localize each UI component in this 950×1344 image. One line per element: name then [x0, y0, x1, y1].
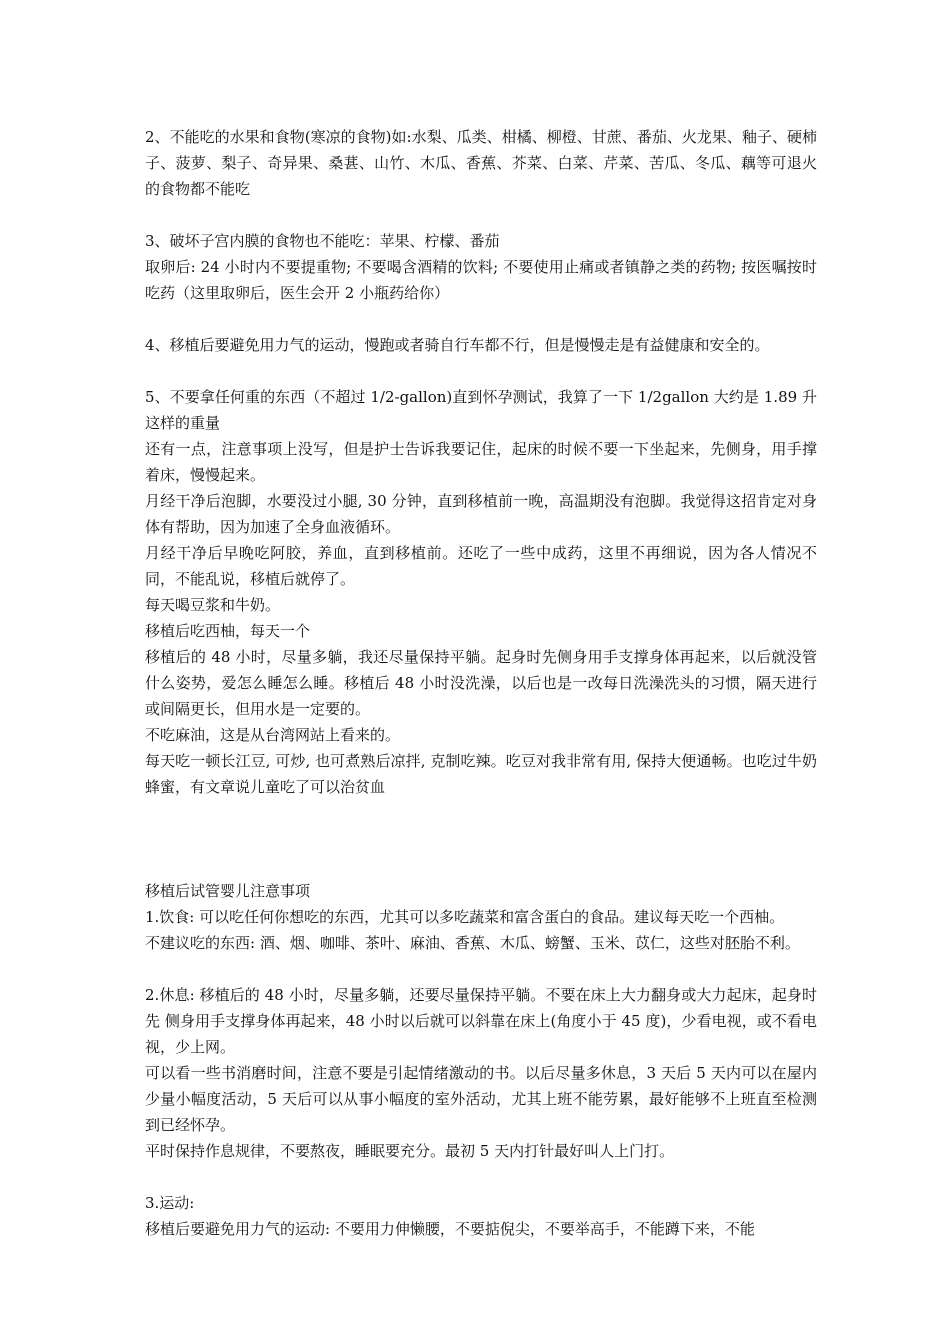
rest-activity-paragraph: 可以看一些书消磨时间，注意不要是引起情绪激动的书。以后尽量多休息，3 天后 5 天内可以在屋内少量小幅度活动，5 天后可以从事小幅度的室外活动，尤其上班不能劳累，最好能够不上班直至检测到已经怀孕。 [145, 1064, 817, 1134]
spacer [145, 800, 817, 878]
rest-paragraph: 2.休息: 移植后的 48 小时，尽量多躺，还要尽量保持平躺。不要在床上大力翻身或大力起床，起身时先 侧身用手支撑身体再起来，48 小时以后就可以斜靠在床上(角度小于 45 度)，少看电视，或不看电视，少上网。 [145, 986, 817, 1056]
spacer [145, 358, 817, 384]
note-soy-milk: 每天喝豆浆和牛奶。 [145, 596, 281, 614]
note-foot-soak: 月经干净后泡脚，水要没过小腿, 30 分钟，直到移植前一晚，高温期没有泡脚。我觉得这招肯定对身体有帮助，因为加速了全身血液循环。 [145, 492, 817, 536]
spacer [145, 956, 817, 982]
item-5-heavy-objects: 5、不要拿任何重的东西（不超过 1/2-gallon)直到怀孕测试，我算了一下 1/2gallon 大约是 1.89 升这样的重量 [145, 388, 817, 432]
exercise-title: 3.运动: [145, 1194, 195, 1212]
note-getting-up: 还有一点，注意事项上没写，但是护士告诉我要记住，起床的时候不要一下坐起来，先侧身，用手撑着床，慢慢起来。 [145, 440, 817, 484]
item-2-cold-foods: 2、不能吃的水果和食物(寒凉的食物)如:水梨、瓜类、柑橘、柳橙、甘蔗、番茄、火龙果、釉子、硬柿子、菠萝、梨子、奇异果、桑葚、山竹、木瓜、香蕉、芥菜、白菜、芹菜、苦瓜、冬瓜、藕等可退火的食物都不能吃 [145, 128, 817, 198]
spacer [145, 202, 817, 228]
note-sesame-oil: 不吃麻油，这是从台湾网站上看来的。 [145, 726, 401, 744]
after-retrieval-note: 取卵后: 24 小时内不要提重物; 不要喝含酒精的饮料; 不要使用止痛或者镇静之类的药物; 按医嘱按时吃药（这里取卵后，医生会开 2 小瓶药给你） [145, 258, 817, 302]
note-48-hours: 移植后的 48 小时，尽量多躺，我还尽量保持平躺。起身时先侧身用手支撑身体再起来，以后就没管什么姿势，爱怎么睡怎么睡。移植后 48 小时没洗澡，以后也是一改每日洗澡洗头的习惯，隔天进行或间隔更长，但用水是一定要的。 [145, 648, 817, 718]
rest-routine-paragraph: 平时保持作息规律，不要熬夜，睡眠要充分。最初 5 天内打针最好叫人上门打。 [145, 1142, 675, 1160]
diet-paragraph: 1.饮食: 可以吃任何你想吃的东西，尤其可以多吃蔬菜和富含蛋白的食品。建议每天吃一个西柚。 [145, 908, 785, 926]
spacer [145, 1164, 817, 1190]
document-page [145, 124, 817, 1242]
item-3-endometrium-foods: 3、破坏子宫内膜的食物也不能吃：苹果、柠檬、番茄 [145, 232, 500, 250]
note-grapefruit: 移植后吃西柚，每天一个 [145, 622, 311, 640]
diet-avoid-paragraph: 不建议吃的东西: 酒、烟、咖啡、茶叶、麻油、香蕉、木瓜、螃蟹、玉米、苡仁，这些对胚胎不利。 [145, 934, 800, 952]
note-long-beans: 每天吃一顿长江豆, 可炒, 也可煮熟后凉拌, 克制吃辣。吃豆对我非常有用, 保持大便通畅。也吃过牛奶蜂蜜，有文章说儿童吃了可以治贫血 [145, 752, 817, 796]
exercise-paragraph: 移植后要避免用力气的运动: 不要用力伸懒腰，不要掂倪尖，不要举高手，不能蹲下来，不能 [145, 1220, 755, 1238]
note-ejiao: 月经干净后早晚吃阿胶，养血，直到移植前。还吃了一些中成药，这里不再细说，因为各人情况不同，不能乱说，移植后就停了。 [145, 544, 817, 588]
item-4-exercise: 4、移植后要避免用力气的运动，慢跑或者骑自行车都不行，但是慢慢走是有益健康和安全的。 [145, 336, 770, 354]
spacer [145, 306, 817, 332]
section-title: 移植后试管婴儿注意事项 [145, 882, 311, 900]
